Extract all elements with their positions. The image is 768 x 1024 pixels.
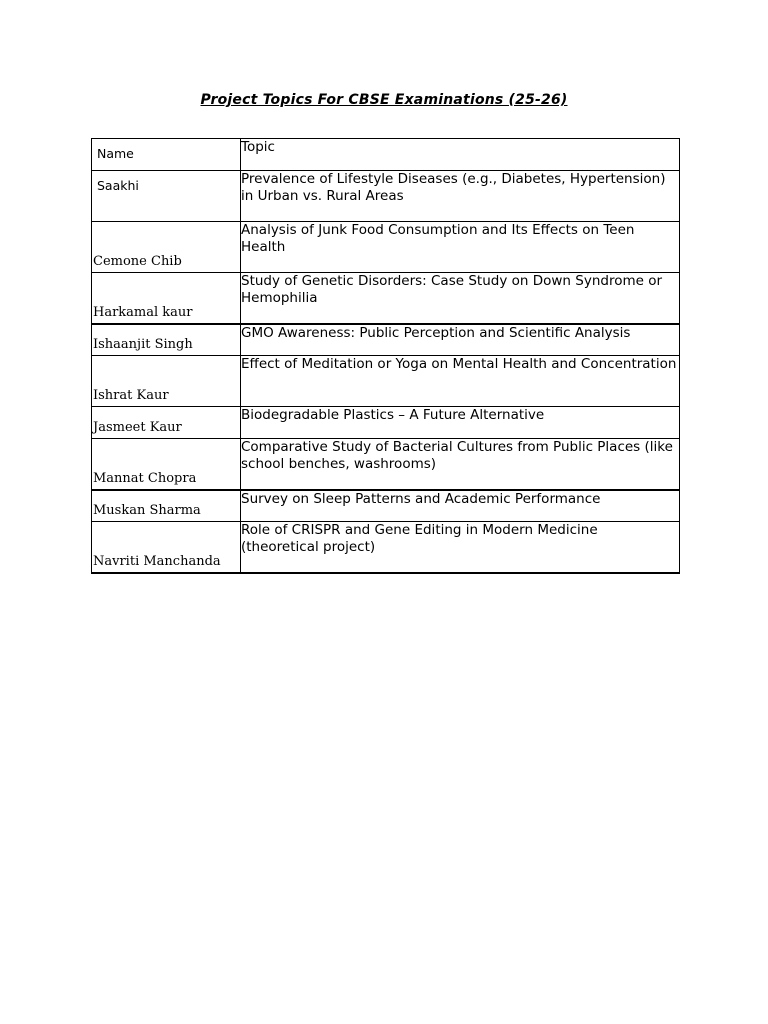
student-name: Ishaanjit Singh [93, 337, 193, 352]
project-topic: Biodegradable Plastics – A Future Alternative [241, 407, 545, 423]
header-name-cell [92, 139, 241, 171]
student-name: Cemone Chib [93, 254, 182, 269]
document-title: Project Topics For CBSE Examinations (25-26) [200, 92, 568, 108]
name-cell [92, 407, 241, 439]
topic-cell [241, 222, 680, 273]
project-topic: Comparative Study of Bacterial Cultures from Public Places (like school benches, washrooms) [241, 439, 673, 472]
project-topic: Analysis of Junk Food Consumption and Its Effects on Teen Health [241, 222, 635, 255]
name-cell [92, 356, 241, 407]
student-name: Mannat Chopra [93, 470, 197, 486]
table-row [92, 171, 680, 222]
project-topic: Survey on Sleep Patterns and Academic Performance [241, 490, 601, 507]
header-topic-label: Topic [241, 139, 275, 155]
topic-cell [241, 171, 680, 222]
topic-cell [241, 273, 680, 324]
topic-cell [241, 356, 680, 407]
topic-cell [241, 522, 680, 573]
table-row [92, 490, 680, 522]
student-name: Jasmeet Kaur [93, 420, 182, 435]
name-cell [92, 490, 241, 522]
table-row [92, 407, 680, 439]
name-cell [92, 522, 241, 573]
name-cell [92, 439, 241, 490]
table-header-row [92, 139, 680, 171]
table-row [92, 324, 680, 356]
project-topic: GMO Awareness: Public Perception and Scientific Analysis [241, 324, 631, 341]
project-topic: Prevalence of Lifestyle Diseases (e.g., Diabetes, Hypertension) in Urban vs. Rural Areas [241, 171, 666, 204]
student-name: Ishrat Kaur [93, 388, 169, 403]
project-topic: Study of Genetic Disorders: Case Study on Down Syndrome or Hemophilia [241, 273, 663, 306]
student-name: Navriti Manchanda [93, 553, 221, 569]
name-cell [92, 324, 241, 356]
table-row [92, 522, 680, 573]
topic-cell [241, 490, 680, 522]
student-name: Muskan Sharma [93, 503, 201, 518]
table-row [92, 222, 680, 273]
table-row [92, 273, 680, 324]
student-name: Saakhi [97, 178, 139, 193]
name-cell [92, 273, 241, 324]
header-name-label: Name [97, 146, 134, 161]
topic-cell [241, 407, 680, 439]
name-cell [92, 171, 241, 222]
topic-cell [241, 439, 680, 490]
project-topic: Effect of Meditation or Yoga on Mental Health and Concentration [241, 356, 677, 372]
table-row [92, 356, 680, 407]
table-row [92, 439, 680, 490]
topic-cell [241, 324, 680, 356]
project-topics-table [91, 138, 680, 574]
project-topic: Role of CRISPR and Gene Editing in Modern Medicine (theoretical project) [241, 522, 598, 555]
name-cell [92, 222, 241, 273]
header-topic-cell [241, 139, 680, 171]
student-name: Harkamal kaur [93, 304, 193, 320]
